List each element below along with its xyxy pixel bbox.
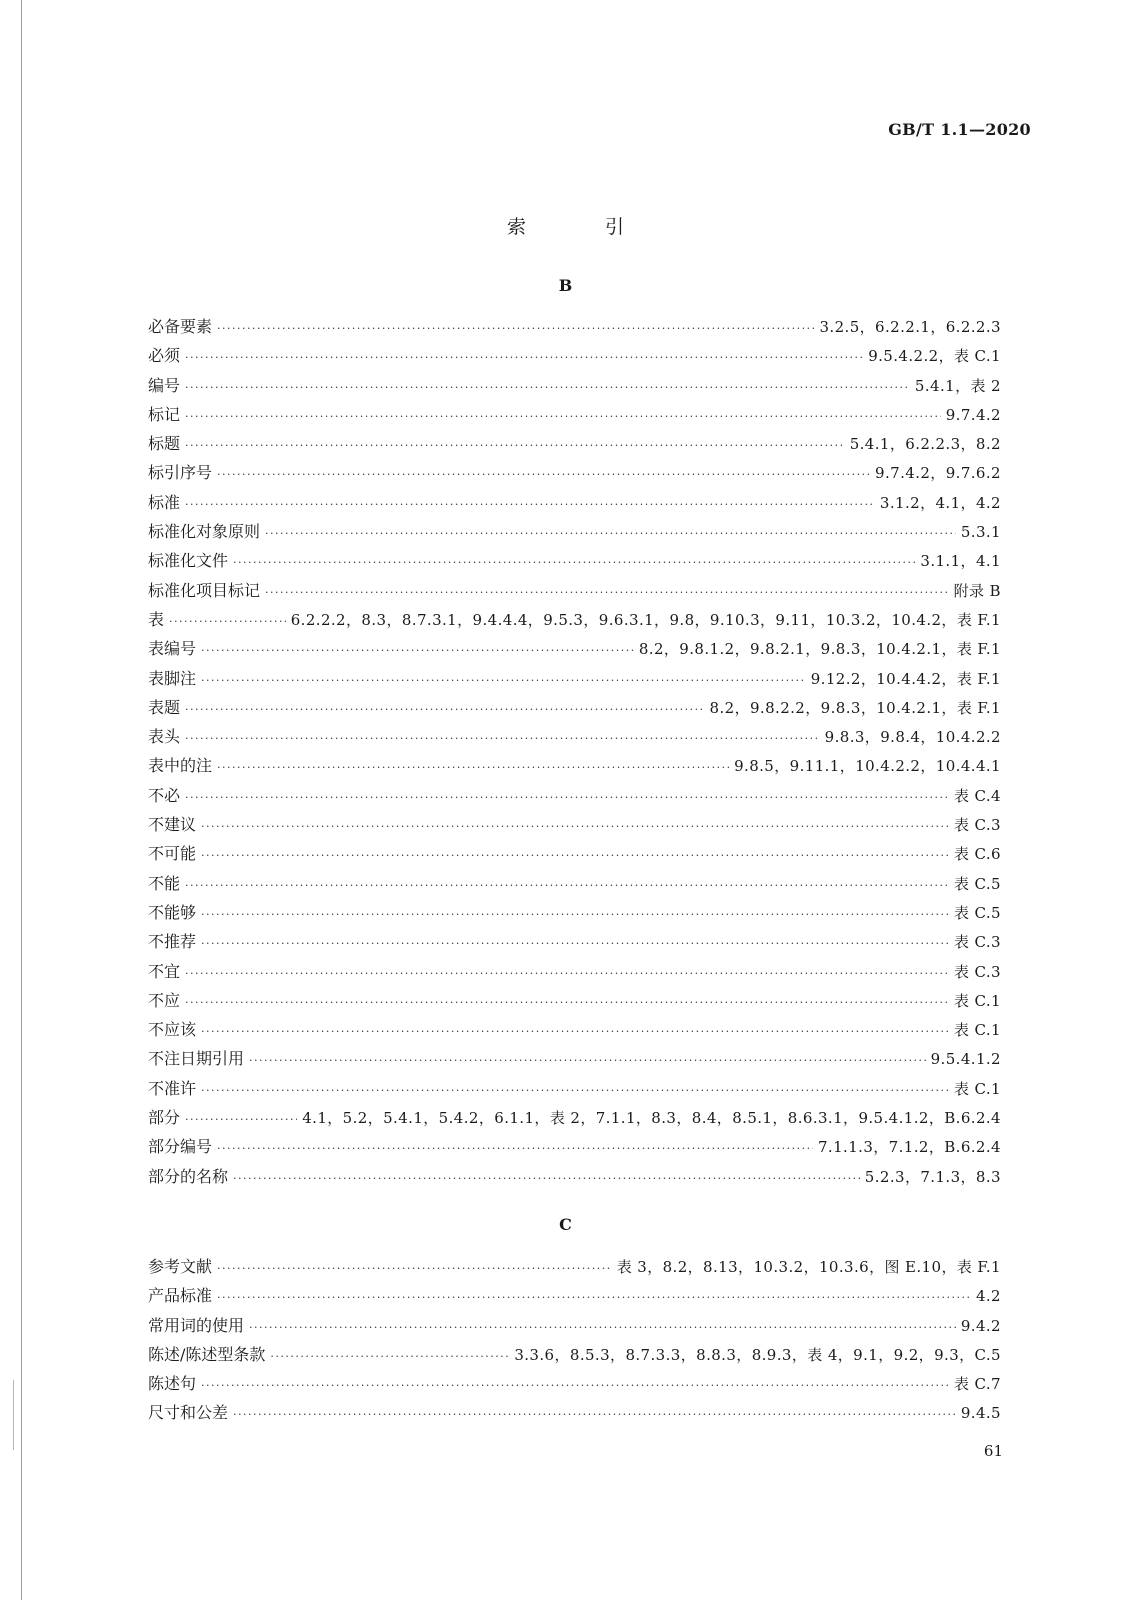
scan-edge-line — [21, 0, 22, 1600]
index-entry — [148, 607, 1001, 636]
dot-leader — [217, 322, 814, 335]
page-number: 61 — [983, 1442, 1003, 1460]
index-entry — [148, 1046, 1001, 1075]
dot-leader — [185, 498, 875, 511]
dot-leader — [201, 674, 806, 687]
index-references: 7.1.1.3，7.1.2，B.6.2.4 — [817, 1138, 1001, 1157]
index-term: 表脚注 — [148, 668, 197, 688]
index-entry — [148, 1342, 1001, 1371]
index-entry — [148, 1283, 1001, 1312]
index-references: 9.4.2 — [960, 1316, 1001, 1335]
index-term: 标题 — [148, 434, 181, 454]
index-entry — [148, 929, 1001, 958]
dot-leader — [169, 615, 286, 628]
dot-leader — [185, 1113, 297, 1126]
index-references: 3.1.1，4.1 — [920, 552, 1001, 571]
index-references: 9.7.4.2 — [945, 405, 1001, 424]
index-entry — [148, 666, 1001, 695]
dot-leader — [185, 439, 845, 452]
dot-leader — [185, 791, 949, 804]
index-entry — [148, 783, 1001, 812]
index-term: 不注日期引用 — [148, 1049, 245, 1069]
index-entry — [148, 1313, 1001, 1342]
index-entry — [148, 1164, 1001, 1193]
index-references: 表 C.4 — [953, 786, 1001, 805]
index-references: 附录 B — [953, 581, 1001, 600]
index-references: 3.3.6，8.5.3，8.7.3.3，8.8.3，8.9.3，表 4，9.1，9.2，9.3，C.5 — [514, 1345, 1001, 1364]
index-entry — [148, 753, 1001, 782]
dot-leader — [201, 644, 634, 657]
index-entry — [148, 343, 1001, 372]
index-term: 表编号 — [148, 639, 197, 659]
index-term: 不建议 — [148, 815, 197, 835]
dot-leader — [217, 468, 870, 481]
index-references: 5.4.1，6.2.2.3，8.2 — [849, 435, 1001, 454]
dot-leader — [201, 1084, 949, 1097]
index-entry — [148, 1076, 1001, 1105]
index-term: 标准化对象原则 — [148, 522, 261, 542]
dot-leader — [249, 1321, 956, 1334]
dot-leader — [185, 703, 705, 716]
dot-leader — [233, 1408, 956, 1421]
index-term: 陈述/陈述型条款 — [148, 1344, 266, 1364]
dot-leader — [217, 1142, 813, 1155]
index-references: 表 C.5 — [953, 874, 1001, 893]
dot-leader — [185, 967, 949, 980]
dot-leader — [201, 1379, 949, 1392]
index-term: 标准化文件 — [148, 551, 229, 571]
index-term: 表题 — [148, 697, 181, 717]
index-entry — [148, 959, 1001, 988]
dot-leader — [249, 1054, 926, 1067]
index-term: 标准 — [148, 492, 181, 512]
index-term: 部分的名称 — [148, 1166, 229, 1186]
index-references: 9.8.3，9.8.4，10.4.2.2 — [824, 728, 1001, 747]
index-references: 9.5.4.1.2 — [930, 1050, 1001, 1069]
index-references: 表 C.7 — [953, 1375, 1001, 1394]
index-entry — [148, 314, 1001, 343]
index-entry — [148, 490, 1001, 519]
index-references: 4.1，5.2，5.4.1，5.4.2，6.1.1，表 2，7.1.1，8.3，8.4，8.5.1，8.6.3.1，9.5.4.1.2，B.6.2.4 — [302, 1109, 1001, 1128]
dot-leader — [185, 381, 910, 394]
index-term: 不能 — [148, 873, 181, 893]
index-term: 标准化项目标记 — [148, 580, 261, 600]
index-references: 9.12.2，10.4.4.2，表 F.1 — [810, 669, 1001, 688]
index-term: 不应 — [148, 990, 181, 1010]
index-references: 5.4.1，表 2 — [914, 376, 1001, 395]
index-references: 表 C.1 — [953, 991, 1001, 1010]
dot-leader — [265, 586, 949, 599]
index-term: 表 — [148, 609, 165, 629]
index-term: 部分编号 — [148, 1137, 213, 1157]
index-references: 3.2.5，6.2.2.1，6.2.2.3 — [819, 318, 1001, 336]
index-entry — [148, 1017, 1001, 1046]
index-entry — [148, 724, 1001, 753]
dot-leader — [201, 820, 949, 833]
index-term: 参考文献 — [148, 1257, 213, 1276]
index-term: 产品标准 — [148, 1286, 213, 1306]
index-references: 3.1.2，4.1，4.2 — [879, 493, 1001, 512]
index-references: 5.2.3，7.1.3，8.3 — [864, 1167, 1001, 1186]
index-term: 标记 — [148, 404, 181, 424]
index-term: 常用词的使用 — [148, 1315, 245, 1335]
index-references: 8.2，9.8.2.2，9.8.3，10.4.2.1，表 F.1 — [709, 698, 1001, 717]
index-title: 索 引 — [506, 216, 654, 238]
section-letter-c: C — [559, 1215, 572, 1234]
index-references: 表 3，8.2，8.13，10.3.2，10.3.6，图 E.10，表 F.1 — [616, 1258, 1001, 1276]
index-references: 9.7.4.2，9.7.6.2 — [875, 464, 1001, 483]
dot-leader — [185, 996, 949, 1009]
index-references: 9.4.5 — [960, 1404, 1001, 1423]
index-entry — [148, 548, 1001, 577]
dot-leader — [201, 849, 949, 862]
dot-leader — [217, 1262, 612, 1275]
dot-leader — [217, 761, 729, 774]
index-entry — [148, 1254, 1001, 1283]
index-entry — [148, 578, 1001, 607]
index-references: 表 C.5 — [953, 903, 1001, 922]
dot-leader — [185, 732, 820, 745]
dot-leader — [217, 1291, 971, 1304]
index-entry — [148, 812, 1001, 841]
index-term: 标引序号 — [148, 463, 213, 483]
index-entry — [148, 841, 1001, 870]
dot-leader — [201, 937, 949, 950]
dot-leader — [265, 527, 956, 540]
index-term: 表中的注 — [148, 756, 213, 776]
index-term: 必备要素 — [148, 317, 213, 336]
index-references: 8.2，9.8.1.2，9.8.2.1，9.8.3，10.4.2.1，表 F.1 — [638, 640, 1001, 659]
index-references: 表 C.3 — [953, 816, 1001, 835]
index-entry — [148, 519, 1001, 548]
index-entry — [148, 871, 1001, 900]
index-term: 不宜 — [148, 961, 181, 981]
section-letter-b: B — [558, 276, 573, 295]
dot-leader — [185, 410, 941, 423]
index-term: 不推荐 — [148, 932, 197, 952]
index-term: 不应该 — [148, 1020, 197, 1040]
index-entry — [148, 460, 1001, 489]
document-code: GB/T 1.1—2020 — [888, 120, 1031, 139]
index-references: 4.2 — [975, 1287, 1001, 1306]
index-term: 不可能 — [148, 844, 197, 864]
index-entry — [148, 988, 1001, 1017]
index-references: 9.8.5，9.11.1，10.4.2.2，10.4.4.1 — [734, 757, 1001, 776]
index-term: 不能够 — [148, 902, 197, 922]
index-term: 必须 — [148, 346, 181, 366]
index-references: 表 C.1 — [953, 1079, 1001, 1098]
index-entry — [148, 431, 1001, 460]
index-term: 不必 — [148, 785, 181, 805]
index-term: 表头 — [148, 727, 181, 747]
dot-leader — [201, 1025, 949, 1038]
index-list-c — [148, 1254, 1001, 1430]
dot-leader — [233, 1172, 860, 1185]
index-term: 尺寸和公差 — [148, 1403, 229, 1423]
dot-leader — [185, 351, 863, 364]
index-term: 编号 — [148, 375, 181, 395]
index-entry — [148, 1134, 1001, 1163]
index-references: 表 C.6 — [953, 845, 1001, 864]
index-entry — [148, 1400, 1001, 1429]
dot-leader — [185, 879, 949, 892]
index-entry — [148, 636, 1001, 665]
index-list-b — [148, 314, 1001, 1193]
index-entry — [148, 900, 1001, 929]
index-entry — [148, 1371, 1001, 1400]
index-references: 9.5.4.2.2，表 C.1 — [868, 347, 1001, 366]
index-term: 陈述句 — [148, 1374, 197, 1394]
index-term: 部分 — [148, 1108, 181, 1128]
index-entry — [148, 695, 1001, 724]
index-references: 6.2.2.2，8.3，8.7.3.1，9.4.4.4，9.5.3，9.6.3.1，9.8，9.10.3，9.11，10.3.2，10.4.2，表 F.1 — [290, 610, 1001, 629]
dot-leader — [233, 556, 915, 569]
index-entry — [148, 402, 1001, 431]
index-entry — [148, 373, 1001, 402]
index-references: 5.3.1 — [960, 523, 1001, 542]
index-references: 表 C.3 — [953, 933, 1001, 952]
scan-edge-mark — [13, 1380, 14, 1450]
dot-leader — [201, 908, 949, 921]
dot-leader — [270, 1350, 509, 1363]
index-entry — [148, 1105, 1001, 1134]
index-term: 不准许 — [148, 1078, 197, 1098]
index-references: 表 C.3 — [953, 962, 1001, 981]
index-references: 表 C.1 — [953, 1021, 1001, 1040]
